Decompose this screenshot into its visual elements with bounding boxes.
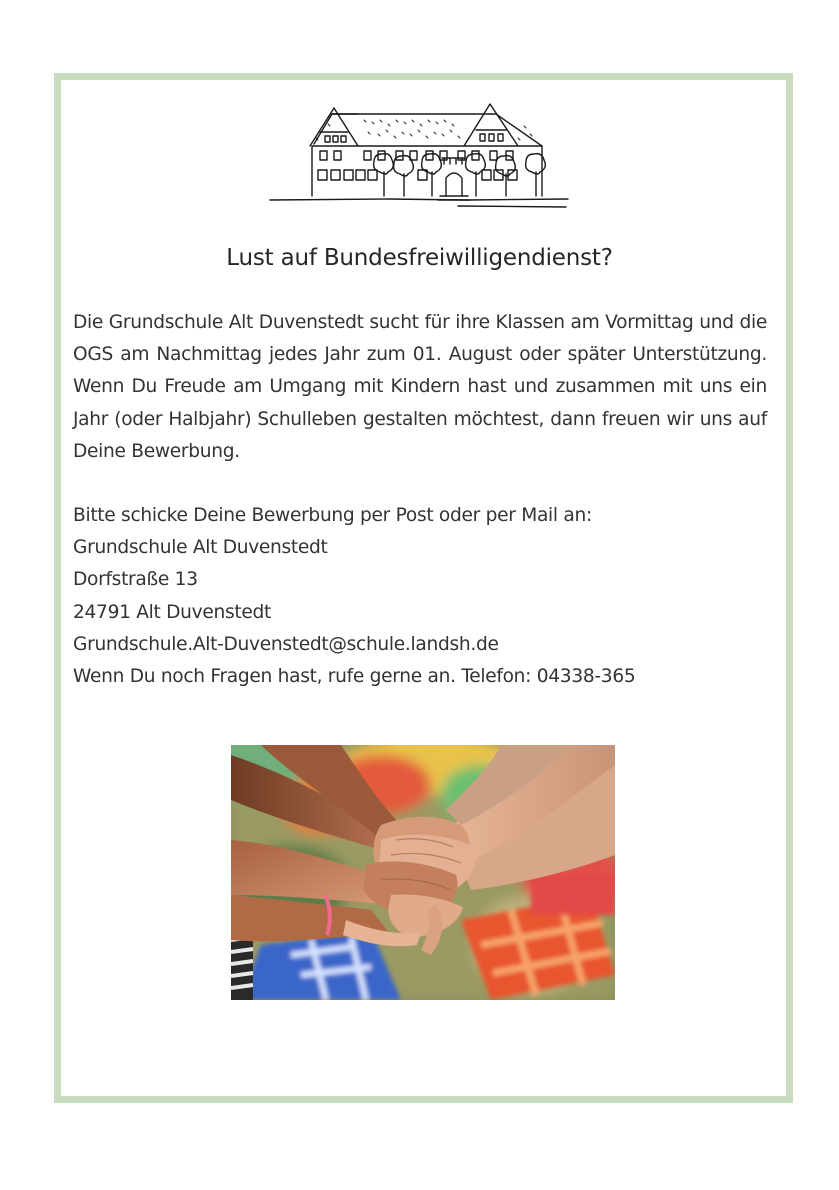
intro-paragraph: Die Grundschule Alt Duvenstedt sucht für ihre Klassen am Vormittag und die OGS am Nachmittag jedes Jahr zum 01. August oder später Unterstützung. Wenn Du Freude am Umgang mit Kindern hast und zusammen mit uns ein Jahr (oder Halbjahr) Schulleben gestalten möchtest, dann freuen wir uns auf Deine Bewerbung. — [73, 312, 767, 462]
stacked-hands-photo — [231, 745, 615, 1000]
contact-street: Dorfstraße 13 — [73, 569, 198, 591]
contact-phone-line: Wenn Du noch Fragen hast, rufe gerne an. Telefon: 04338-365 — [73, 666, 636, 688]
contact-email: Grundschule.Alt-Duvenstedt@schule.landsh.de — [73, 633, 499, 655]
contact-block — [73, 500, 767, 693]
contact-city: 24791 Alt Duvenstedt — [73, 601, 271, 623]
contact-lead: Bitte schicke Deine Bewerbung per Post oder per Mail an: — [73, 505, 592, 526]
school-building-logo — [268, 100, 570, 212]
flyer-title: Lust auf Bundesfreiwilligendienst? — [226, 245, 613, 271]
contact-school-name: Grundschule Alt Duvenstedt — [73, 537, 328, 559]
